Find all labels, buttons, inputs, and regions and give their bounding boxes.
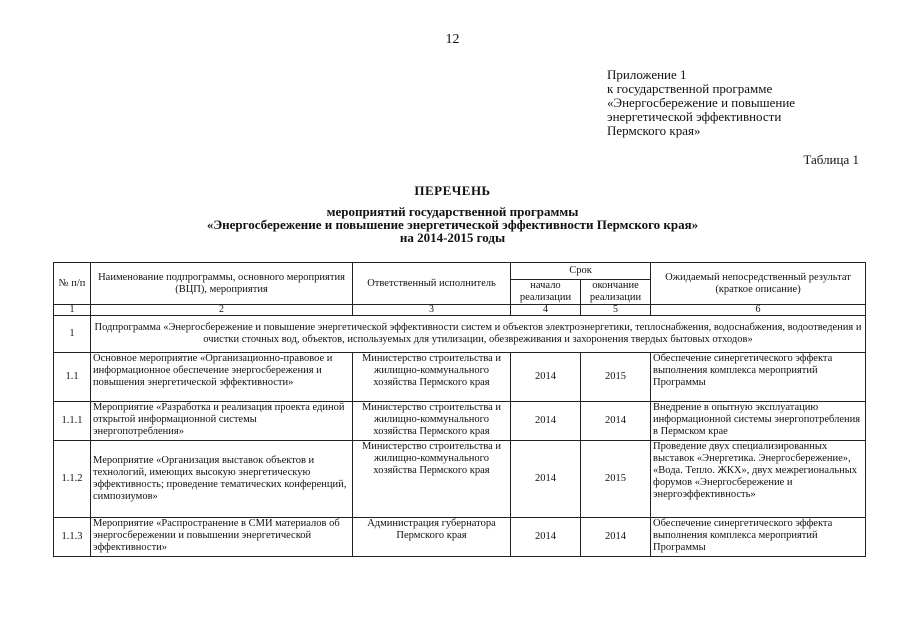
row-result: Проведение двух специализированных выставок «Энергетика. Энергосбережение», «Вода. Тепло. ЖКХ», двух межрегиональных форумов «Энергосбережение и энергоэффективность» — [651, 441, 866, 518]
table-label: Таблица 1 — [803, 152, 859, 167]
header-num: № п/п — [54, 263, 91, 305]
row-name: Основное мероприятие «Организационно-правовое и информационное обеспечение энергосбережения и повышения энергетической эффективности» — [91, 353, 353, 402]
measures-table — [53, 262, 866, 557]
document-subtitle — [60, 205, 845, 244]
appendix-line: Пермского края» — [607, 123, 701, 138]
header-name: Наименование подпрограммы, основного мероприятия (ВЦП), мероприятия — [91, 263, 353, 305]
appendix-line: Приложение 1 — [607, 67, 687, 82]
subprogram-num: 1 — [54, 316, 91, 353]
column-number: 3 — [353, 305, 511, 316]
row-executor: Министерство строительства и жилищно-коммунального хозяйства Пермского края — [353, 402, 511, 441]
row-num: 1.1.1 — [54, 402, 91, 441]
row-num: 1.1.2 — [54, 441, 91, 518]
document-title: ПЕРЕЧЕНЬ — [414, 183, 491, 198]
subtitle-line: на 2014-2015 годы — [399, 230, 506, 245]
row-name: Мероприятие «Организация выставок объектов и технологий, имеющих высокую энергетическую эффективность; проведение тематических конференций, симпозиумов» — [91, 441, 353, 518]
appendix-note — [607, 68, 897, 138]
row-result: Обеспечение синергетического эффекта выполнения комплекса мероприятий Программы — [651, 518, 866, 557]
table-row — [54, 353, 866, 402]
row-num: 1.1 — [54, 353, 91, 402]
page-number: 12 — [445, 32, 460, 47]
subtitle-line: мероприятий государственной программы — [326, 204, 579, 219]
header-start: начало реализации — [511, 280, 581, 305]
appendix-line: «Энергосбережение и повышение — [607, 95, 796, 110]
column-number: 1 — [54, 305, 91, 316]
appendix-line: к государственной программе — [607, 81, 773, 96]
row-result: Обеспечение синергетического эффекта выполнения комплекса мероприятий Программы — [651, 353, 866, 402]
column-number: 6 — [651, 305, 866, 316]
header-end: окончание реализации — [581, 280, 651, 305]
row-name: Мероприятие «Разработка и реализация проекта единой открытой информационной системы энергопотребления» — [91, 402, 353, 441]
row-name: Мероприятие «Распространение в СМИ материалов об энергосбережении и повышении энергетической эффективности» — [91, 518, 353, 557]
header-term: Срок — [511, 263, 651, 280]
subtitle-line: «Энергосбережение и повышение энергетической эффективности Пермского края» — [206, 217, 699, 232]
table-row — [54, 402, 866, 441]
row-executor: Администрация губернатора Пермского края — [353, 518, 511, 557]
subprogram-title: Подпрограмма «Энергосбережение и повышение энергетической эффективности систем и объектов электроэнергетики, теплоснабжения, водоснабжения, водоотведения и очистки сточных вод, объектов, используемых для утилизации, обезвреживания и захоронения твердых бытовых отходов» — [91, 316, 866, 353]
row-end: 2014 — [581, 402, 651, 441]
column-number: 5 — [581, 305, 651, 316]
row-num: 1.1.3 — [54, 518, 91, 557]
column-number: 4 — [511, 305, 581, 316]
row-executor: Министерство строительства и жилищно-коммунального хозяйства Пермского края — [353, 353, 511, 402]
row-start: 2014 — [511, 402, 581, 441]
column-number-row — [54, 305, 866, 316]
table-row — [54, 441, 866, 518]
row-end: 2015 — [581, 441, 651, 518]
row-start: 2014 — [511, 441, 581, 518]
row-end: 2015 — [581, 353, 651, 402]
row-start: 2014 — [511, 518, 581, 557]
row-executor: Министерство строительства и жилищно-коммунального хозяйства Пермского края — [353, 441, 511, 518]
row-result: Внедрение в опытную эксплуатацию информационной системы энергопотребления в Пермском крае — [651, 402, 866, 441]
header-executor: Ответственный исполнитель — [353, 263, 511, 305]
table-row — [54, 518, 866, 557]
subprogram-row — [54, 316, 866, 353]
header-result: Ожидаемый непосредственный результат (краткое описание) — [651, 263, 866, 305]
appendix-line: энергетической эффективности — [607, 109, 782, 124]
column-number: 2 — [91, 305, 353, 316]
row-start: 2014 — [511, 353, 581, 402]
row-end: 2014 — [581, 518, 651, 557]
